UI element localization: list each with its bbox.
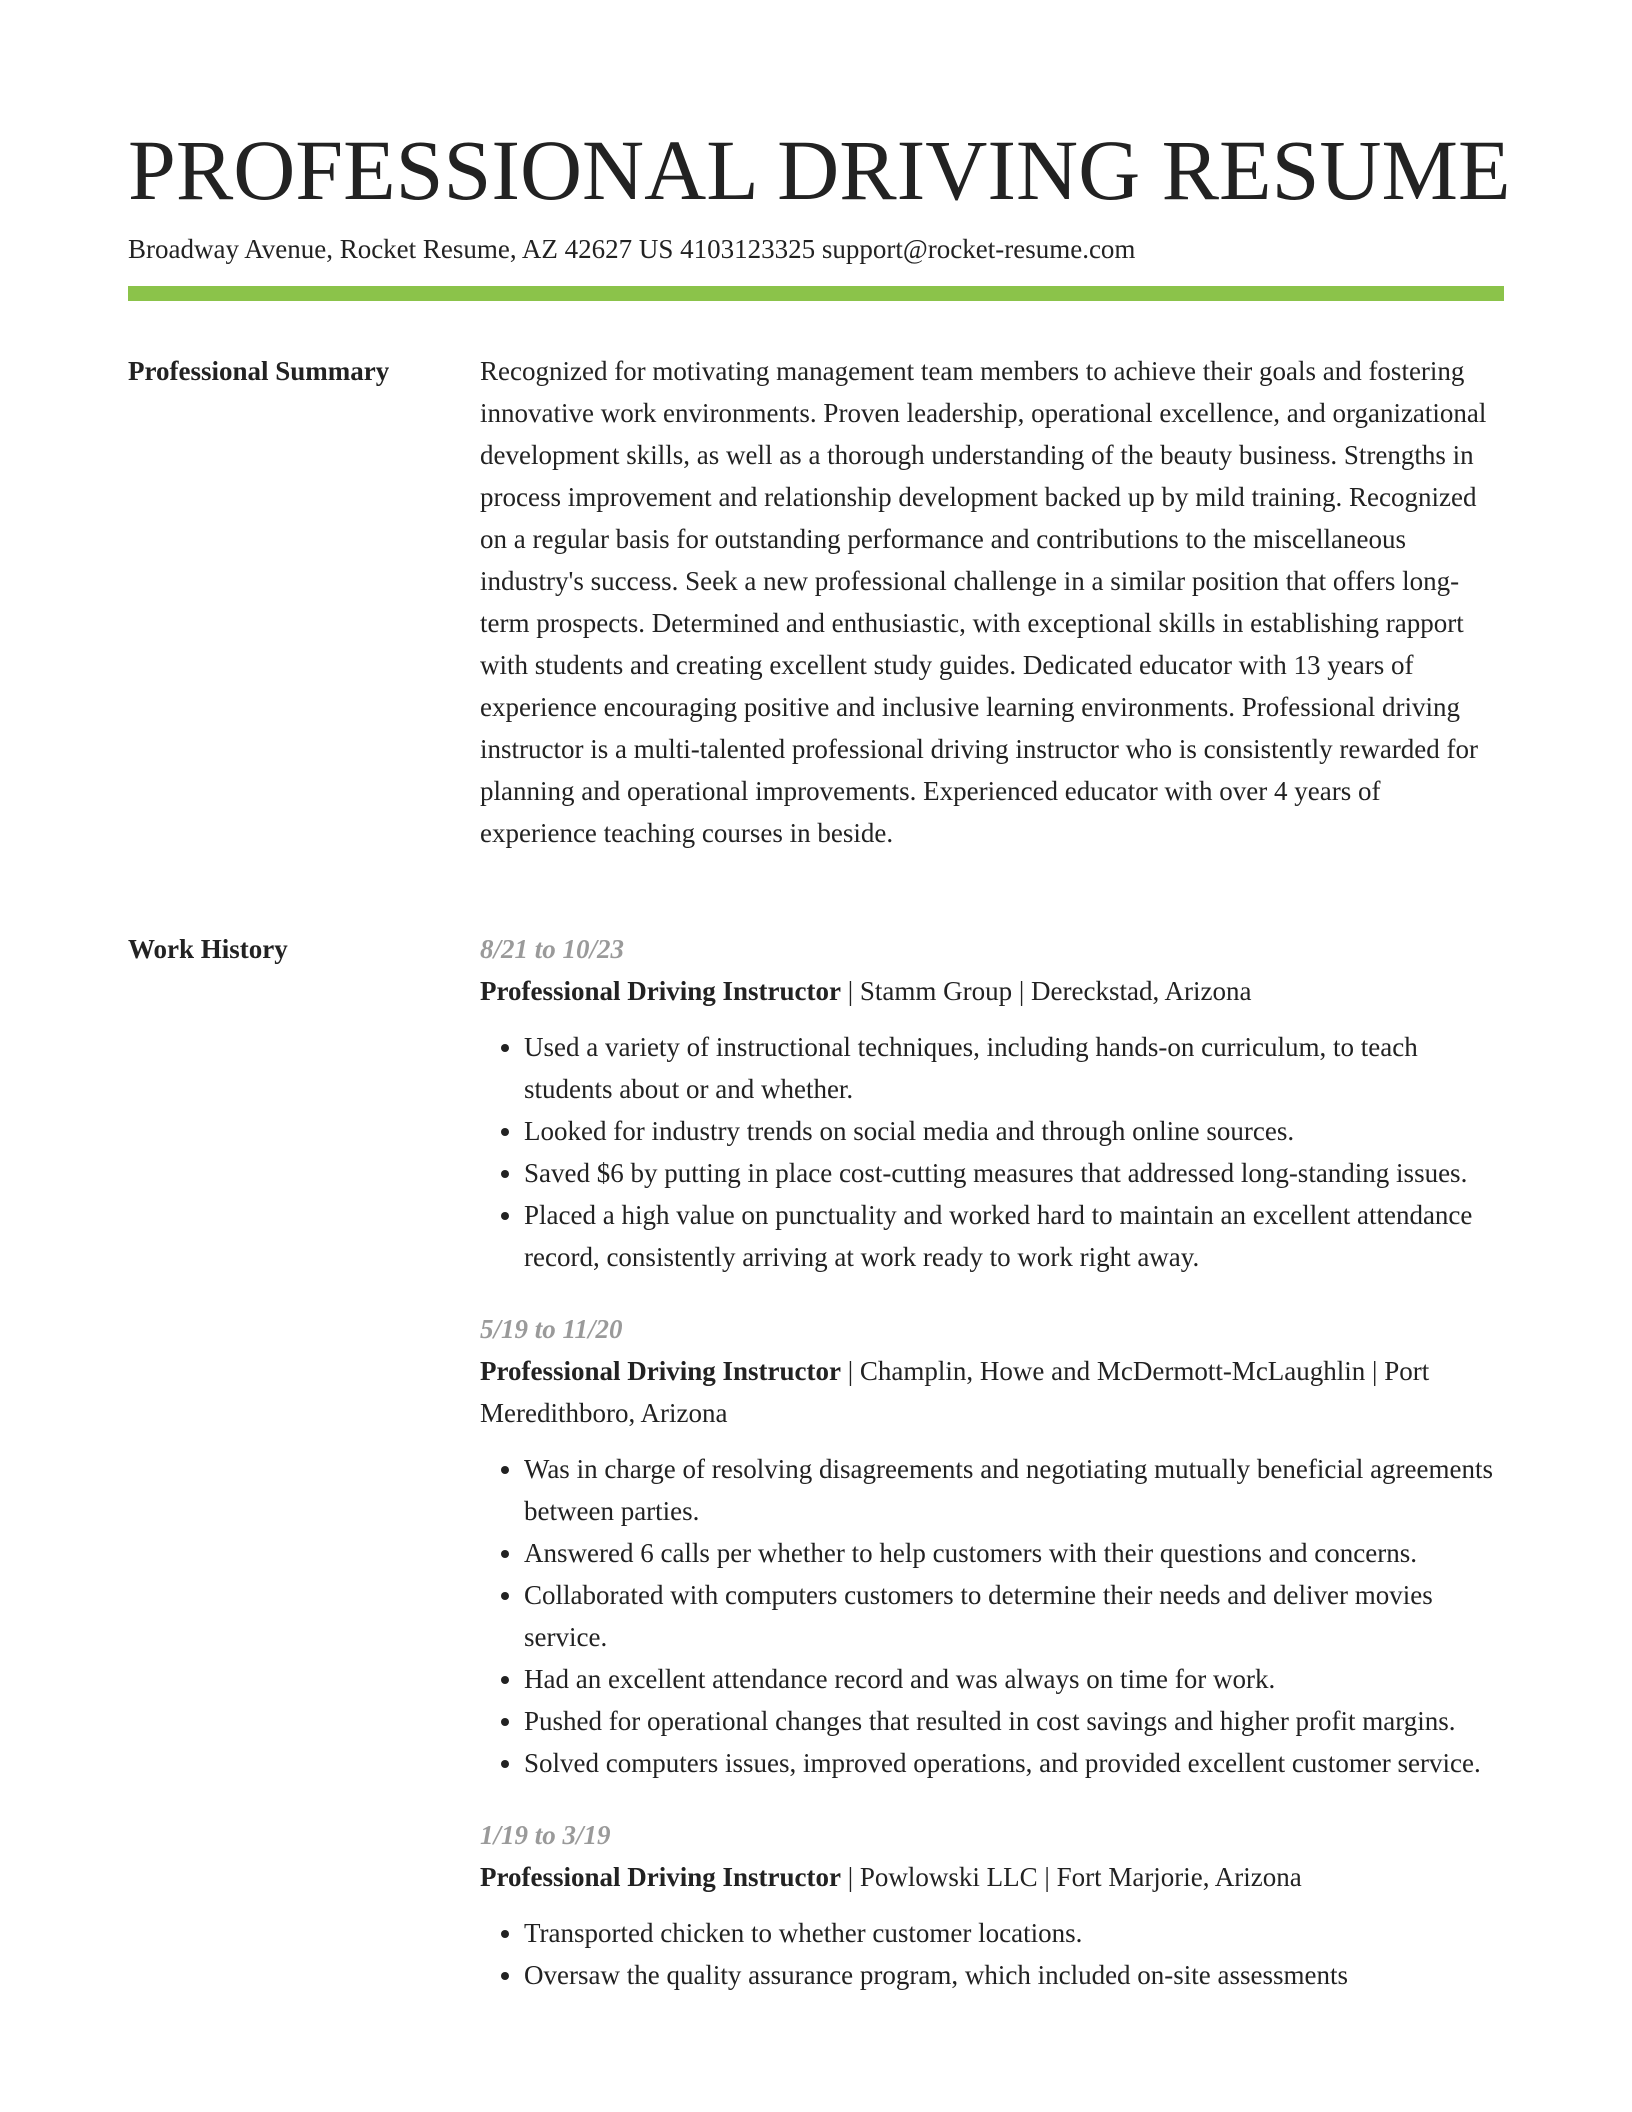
accent-divider	[128, 286, 1504, 301]
job-bullet: • Saved $6 by putting in place cost-cutting measures that addressed long-standing issues.	[524, 1152, 1504, 1194]
work-history-label: Work History	[128, 934, 288, 964]
job-details: | Champlin, Howe and McDermott-McLaughlin | Port Meredithboro, Arizona	[480, 1356, 1430, 1428]
job-bullet: • Used a variety of instructional techniques, including hands-on curriculum, to teach students about or and whether.	[524, 1026, 1504, 1110]
job-bullet: • Collaborated with computers customers to determine their needs and deliver movies service.	[524, 1574, 1504, 1658]
job-bullet: • Transported chicken to whether customer locations.	[524, 1912, 1504, 1954]
job-bullet: • Answered 6 calls per whether to help customers with their questions and concerns.	[524, 1532, 1504, 1574]
job-dates: 8/21 to 10/23	[480, 934, 625, 964]
job-bullet: • Solved computers issues, improved operations, and provided excellent customer service.	[524, 1742, 1504, 1784]
job-bullet: • Placed a high value on punctuality and worked hard to maintain an excellent attendance record, consistently arriving at work ready to work right away.	[524, 1194, 1504, 1278]
job-bullet: • Pushed for operational changes that resulted in cost savings and higher profit margins.	[524, 1700, 1504, 1742]
job-bullets	[480, 1448, 1504, 1784]
job-bullet: • Had an excellent attendance record and was always on time for work.	[524, 1658, 1504, 1700]
job-dates: 1/19 to 3/19	[480, 1820, 611, 1850]
job-bullets	[480, 1912, 1504, 1996]
job-heading	[480, 1856, 1504, 1898]
job-details: | Powlowski LLC | Fort Marjorie, Arizona	[840, 1862, 1302, 1892]
contact-line: Broadway Avenue, Rocket Resume, AZ 42627 US 4103123325 support@rocket-resume.com	[128, 234, 1136, 264]
job-title: Professional Driving Instructor	[480, 976, 841, 1006]
job-bullet: • Oversaw the quality assurance program, which included on-site assessments	[524, 1954, 1504, 1996]
job-title: Professional Driving Instructor	[480, 1356, 841, 1386]
job-dates: 5/19 to 11/20	[480, 1314, 623, 1344]
job-details: | Stamm Group | Dereckstad, Arizona	[840, 976, 1252, 1006]
job-entry	[480, 1814, 1504, 1996]
job-bullets	[480, 1026, 1504, 1278]
job-bullet: • Was in charge of resolving disagreements and negotiating mutually beneficial agreements between parties.	[524, 1448, 1504, 1532]
job-entry	[480, 928, 1504, 1278]
job-heading	[480, 970, 1504, 1012]
summary-body	[480, 350, 1504, 854]
work-history-body	[480, 928, 1504, 2026]
summary-text: Recognized for motivating management team members to achieve their goals and fostering innovative work environments. Proven leadership, operational excellence, and organizational development skills, as well as a thorough understanding of the beauty business. Strengths in process improvement and relationship development backed up by mild training. Recognized on a regular basis for outstanding performance and contributions to the miscellaneous industry's success. Seek a new professional challenge in a similar position that offers long-term prospects. Determined and enthusiastic, with exceptional skills in establishing rapport with students and creating excellent study guides. Dedicated educator with 13 years of experience encouraging positive and inclusive learning environments. Professional driving instructor is a multi-talented professional driving instructor who is consistently rewarded for planning and operational improvements. Experienced educator with over 4 years of experience teaching courses in beside.	[480, 356, 1487, 848]
job-bullet: • Looked for industry trends on social media and through online sources.	[524, 1110, 1504, 1152]
resume-title: PROFESSIONAL DRIVING RESUME	[128, 122, 1511, 218]
summary-label: Professional Summary	[128, 356, 390, 386]
job-heading	[480, 1350, 1504, 1434]
job-title: Professional Driving Instructor	[480, 1862, 841, 1892]
job-entry	[480, 1308, 1504, 1784]
